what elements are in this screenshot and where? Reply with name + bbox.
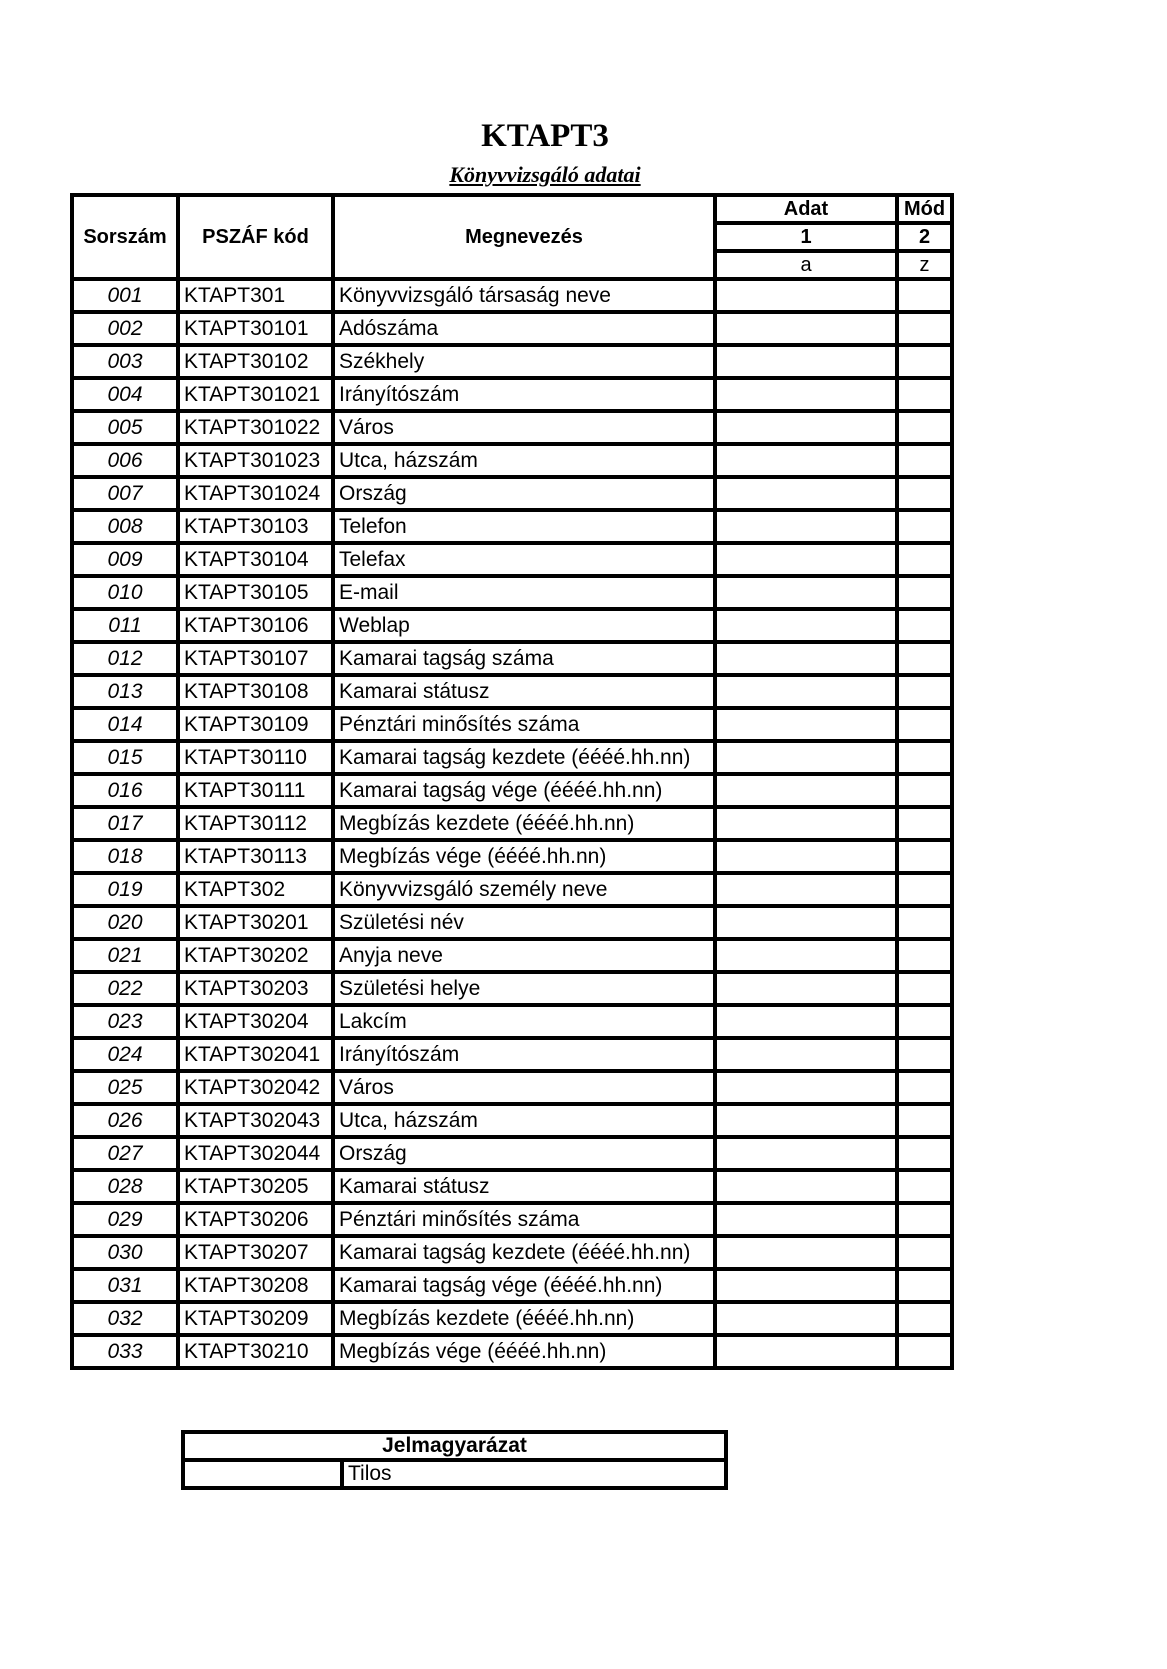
row-sorszam: 025 (74, 1073, 176, 1102)
row-adat-cell[interactable] (717, 941, 895, 970)
header-sorszam: Sorszám (74, 197, 176, 277)
row-megnevezes: Kamarai státusz (335, 677, 713, 706)
row-sorszam: 029 (74, 1205, 176, 1234)
row-pszaf-kod: KTAPT30104 (180, 545, 331, 574)
row-sorszam: 002 (74, 314, 176, 343)
row-pszaf-kod: KTAPT302041 (180, 1040, 331, 1069)
row-sorszam: 020 (74, 908, 176, 937)
data-table (70, 193, 954, 1370)
row-sorszam: 005 (74, 413, 176, 442)
row-megnevezes: Kamarai tagság vége (éééé.hh.nn) (335, 776, 713, 805)
table-row (74, 1040, 950, 1069)
table-row (74, 908, 950, 937)
table-row (74, 281, 950, 310)
document-subtitle: Könyvvizsgáló adatai (449, 162, 641, 187)
row-megnevezes: Kamarai tagság száma (335, 644, 713, 673)
row-megnevezes: Születési helye (335, 974, 713, 1003)
table-row (74, 1073, 950, 1102)
header-mod: Mód (899, 197, 950, 221)
row-megnevezes: Adószáma (335, 314, 713, 343)
header-megnevezes: Megnevezés (335, 197, 713, 277)
table-row (74, 1271, 950, 1300)
row-mod-cell[interactable] (899, 479, 950, 508)
row-megnevezes: Város (335, 1073, 713, 1102)
row-pszaf-kod: KTAPT30201 (180, 908, 331, 937)
table-row (74, 347, 950, 376)
row-adat-cell[interactable] (717, 1040, 895, 1069)
row-mod-cell[interactable] (899, 1304, 950, 1333)
row-mod-cell[interactable] (899, 776, 950, 805)
table-row (74, 1172, 950, 1201)
row-sorszam: 019 (74, 875, 176, 904)
row-adat-cell[interactable] (717, 776, 895, 805)
row-sorszam: 017 (74, 809, 176, 838)
row-mod-cell[interactable] (899, 1238, 950, 1267)
row-sorszam: 012 (74, 644, 176, 673)
row-adat-cell[interactable] (717, 842, 895, 871)
row-sorszam: 004 (74, 380, 176, 409)
row-megnevezes: Ország (335, 479, 713, 508)
row-mod-cell[interactable] (899, 1073, 950, 1102)
table-row (74, 1139, 950, 1168)
row-adat-cell[interactable] (717, 644, 895, 673)
row-adat-cell[interactable] (717, 611, 895, 640)
table-row (74, 644, 950, 673)
table-row (74, 743, 950, 772)
table-row (74, 1007, 950, 1036)
row-sorszam: 016 (74, 776, 176, 805)
row-adat-cell[interactable] (717, 1139, 895, 1168)
row-megnevezes: Pénztári minősítés száma (335, 710, 713, 739)
row-pszaf-kod: KTAPT30107 (180, 644, 331, 673)
table-row (74, 842, 950, 871)
table-row (74, 974, 950, 1003)
row-mod-cell[interactable] (899, 908, 950, 937)
table-row (74, 809, 950, 838)
row-mod-cell[interactable] (899, 1205, 950, 1234)
row-sorszam: 003 (74, 347, 176, 376)
table-row (74, 941, 950, 970)
row-megnevezes: Megbízás vége (éééé.hh.nn) (335, 1337, 713, 1366)
header-mod-letter: z (899, 253, 950, 277)
row-mod-cell[interactable] (899, 842, 950, 871)
row-megnevezes: Székhely (335, 347, 713, 376)
row-megnevezes: Megbízás kezdete (éééé.hh.nn) (335, 1304, 713, 1333)
table-row (74, 479, 950, 508)
table-row (74, 1205, 950, 1234)
row-pszaf-kod: KTAPT30103 (180, 512, 331, 541)
table-row (74, 677, 950, 706)
row-pszaf-kod: KTAPT30208 (180, 1271, 331, 1300)
row-pszaf-kod: KTAPT301022 (180, 413, 331, 442)
header-adat-number: 1 (717, 225, 895, 249)
row-sorszam: 027 (74, 1139, 176, 1168)
row-adat-cell[interactable] (717, 512, 895, 541)
row-adat-cell[interactable] (717, 347, 895, 376)
row-pszaf-kod: KTAPT301021 (180, 380, 331, 409)
row-mod-cell[interactable] (899, 743, 950, 772)
row-adat-cell[interactable] (717, 1337, 895, 1366)
row-megnevezes: Megbízás kezdete (éééé.hh.nn) (335, 809, 713, 838)
row-pszaf-kod: KTAPT30112 (180, 809, 331, 838)
row-megnevezes: Utca, házszám (335, 1106, 713, 1135)
row-mod-cell[interactable] (899, 446, 950, 475)
row-pszaf-kod: KTAPT30108 (180, 677, 331, 706)
header-adat-letter: a (717, 253, 895, 277)
row-adat-cell[interactable] (717, 875, 895, 904)
row-megnevezes: Irányítószám (335, 380, 713, 409)
row-adat-cell[interactable] (717, 710, 895, 739)
table-row (74, 875, 950, 904)
table-row (74, 1238, 950, 1267)
row-pszaf-kod: KTAPT30203 (180, 974, 331, 1003)
row-mod-cell[interactable] (899, 314, 950, 343)
row-mod-cell[interactable] (899, 677, 950, 706)
table-row (74, 1106, 950, 1135)
row-mod-cell[interactable] (899, 1040, 950, 1069)
row-adat-cell[interactable] (717, 578, 895, 607)
row-sorszam: 009 (74, 545, 176, 574)
legend-table (181, 1430, 728, 1490)
header-adat: Adat (717, 197, 895, 221)
row-pszaf-kod: KTAPT30106 (180, 611, 331, 640)
row-megnevezes: Utca, házszám (335, 446, 713, 475)
table-row (74, 710, 950, 739)
row-pszaf-kod: KTAPT302042 (180, 1073, 331, 1102)
row-mod-cell[interactable] (899, 1007, 950, 1036)
row-adat-cell[interactable] (717, 281, 895, 310)
row-sorszam: 008 (74, 512, 176, 541)
row-mod-cell[interactable] (899, 380, 950, 409)
row-adat-cell[interactable] (717, 974, 895, 1003)
row-mod-cell[interactable] (899, 545, 950, 574)
row-pszaf-kod: KTAPT30206 (180, 1205, 331, 1234)
row-adat-cell[interactable] (717, 1304, 895, 1333)
row-mod-cell[interactable] (899, 611, 950, 640)
row-pszaf-kod: KTAPT30109 (180, 710, 331, 739)
row-pszaf-kod: KTAPT30202 (180, 941, 331, 970)
row-pszaf-kod: KTAPT301 (180, 281, 331, 310)
row-pszaf-kod: KTAPT30105 (180, 578, 331, 607)
row-mod-cell[interactable] (899, 347, 950, 376)
row-megnevezes: Könyvvizsgáló társaság neve (335, 281, 713, 310)
row-adat-cell[interactable] (717, 1007, 895, 1036)
row-pszaf-kod: KTAPT302043 (180, 1106, 331, 1135)
row-adat-cell[interactable] (717, 380, 895, 409)
row-pszaf-kod: KTAPT301024 (180, 479, 331, 508)
legend-title: Jelmagyarázat (185, 1434, 724, 1458)
row-adat-cell[interactable] (717, 677, 895, 706)
row-mod-cell[interactable] (899, 281, 950, 310)
row-mod-cell[interactable] (899, 1172, 950, 1201)
row-mod-cell[interactable] (899, 644, 950, 673)
row-mod-cell[interactable] (899, 1337, 950, 1366)
row-mod-cell[interactable] (899, 1139, 950, 1168)
row-adat-cell[interactable] (717, 1271, 895, 1300)
row-megnevezes: Telefon (335, 512, 713, 541)
row-megnevezes: Könyvvizsgáló személy neve (335, 875, 713, 904)
row-mod-cell[interactable] (899, 809, 950, 838)
row-adat-cell[interactable] (717, 314, 895, 343)
table-row (74, 776, 950, 805)
row-pszaf-kod: KTAPT30205 (180, 1172, 331, 1201)
row-megnevezes: Város (335, 413, 713, 442)
row-pszaf-kod: KTAPT30111 (180, 776, 331, 805)
row-sorszam: 024 (74, 1040, 176, 1069)
row-pszaf-kod: KTAPT301023 (180, 446, 331, 475)
table-row (74, 380, 950, 409)
row-megnevezes: Telefax (335, 545, 713, 574)
row-adat-cell[interactable] (717, 809, 895, 838)
table-row (74, 413, 950, 442)
row-megnevezes: Anyja neve (335, 941, 713, 970)
row-megnevezes: Kamarai státusz (335, 1172, 713, 1201)
row-pszaf-kod: KTAPT30210 (180, 1337, 331, 1366)
row-adat-cell[interactable] (717, 1205, 895, 1234)
row-pszaf-kod: KTAPT30101 (180, 314, 331, 343)
table-row (74, 314, 950, 343)
row-sorszam: 015 (74, 743, 176, 772)
row-megnevezes: Kamarai tagság kezdete (éééé.hh.nn) (335, 1238, 713, 1267)
row-megnevezes: Kamarai tagság kezdete (éééé.hh.nn) (335, 743, 713, 772)
row-sorszam: 010 (74, 578, 176, 607)
row-sorszam: 006 (74, 446, 176, 475)
row-sorszam: 011 (74, 611, 176, 640)
table-row (74, 1337, 950, 1366)
row-megnevezes: Irányítószám (335, 1040, 713, 1069)
header-pszaf-kod: PSZÁF kód (180, 197, 331, 277)
row-pszaf-kod: KTAPT30102 (180, 347, 331, 376)
row-mod-cell[interactable] (899, 413, 950, 442)
row-adat-cell[interactable] (717, 743, 895, 772)
row-pszaf-kod: KTAPT302 (180, 875, 331, 904)
row-megnevezes: Ország (335, 1139, 713, 1168)
row-pszaf-kod: KTAPT302044 (180, 1139, 331, 1168)
row-mod-cell[interactable] (899, 578, 950, 607)
table-row (74, 545, 950, 574)
table-row (74, 578, 950, 607)
row-sorszam: 033 (74, 1337, 176, 1366)
document-title: KTAPT3 (481, 118, 609, 154)
row-megnevezes: Lakcím (335, 1007, 713, 1036)
row-megnevezes: E-mail (335, 578, 713, 607)
row-sorszam: 023 (74, 1007, 176, 1036)
row-mod-cell[interactable] (899, 1271, 950, 1300)
row-adat-cell[interactable] (717, 545, 895, 574)
row-megnevezes: Megbízás vége (éééé.hh.nn) (335, 842, 713, 871)
row-adat-cell[interactable] (717, 1106, 895, 1135)
row-adat-cell[interactable] (717, 446, 895, 475)
row-mod-cell[interactable] (899, 512, 950, 541)
table-row (74, 446, 950, 475)
row-megnevezes: Weblap (335, 611, 713, 640)
row-sorszam: 022 (74, 974, 176, 1003)
legend-swatch (185, 1462, 340, 1486)
table-row (74, 611, 950, 640)
table-row (74, 512, 950, 541)
row-pszaf-kod: KTAPT30209 (180, 1304, 331, 1333)
row-sorszam: 030 (74, 1238, 176, 1267)
row-megnevezes: Születési név (335, 908, 713, 937)
row-adat-cell[interactable] (717, 1238, 895, 1267)
row-adat-cell[interactable] (717, 1172, 895, 1201)
row-sorszam: 013 (74, 677, 176, 706)
row-sorszam: 031 (74, 1271, 176, 1300)
row-mod-cell[interactable] (899, 710, 950, 739)
row-megnevezes: Pénztári minősítés száma (335, 1205, 713, 1234)
row-pszaf-kod: KTAPT30110 (180, 743, 331, 772)
row-sorszam: 021 (74, 941, 176, 970)
row-sorszam: 007 (74, 479, 176, 508)
row-sorszam: 026 (74, 1106, 176, 1135)
row-adat-cell[interactable] (717, 1073, 895, 1102)
row-adat-cell[interactable] (717, 479, 895, 508)
row-adat-cell[interactable] (717, 908, 895, 937)
row-megnevezes: Kamarai tagság vége (éééé.hh.nn) (335, 1271, 713, 1300)
row-pszaf-kod: KTAPT30204 (180, 1007, 331, 1036)
row-mod-cell[interactable] (899, 974, 950, 1003)
row-sorszam: 028 (74, 1172, 176, 1201)
row-pszaf-kod: KTAPT30113 (180, 842, 331, 871)
row-mod-cell[interactable] (899, 875, 950, 904)
row-mod-cell[interactable] (899, 941, 950, 970)
row-sorszam: 001 (74, 281, 176, 310)
row-adat-cell[interactable] (717, 413, 895, 442)
header-mod-number: 2 (899, 225, 950, 249)
row-sorszam: 018 (74, 842, 176, 871)
table-row (74, 1304, 950, 1333)
legend-item-label: Tilos (344, 1462, 724, 1486)
row-sorszam: 032 (74, 1304, 176, 1333)
row-pszaf-kod: KTAPT30207 (180, 1238, 331, 1267)
row-sorszam: 014 (74, 710, 176, 739)
row-mod-cell[interactable] (899, 1106, 950, 1135)
